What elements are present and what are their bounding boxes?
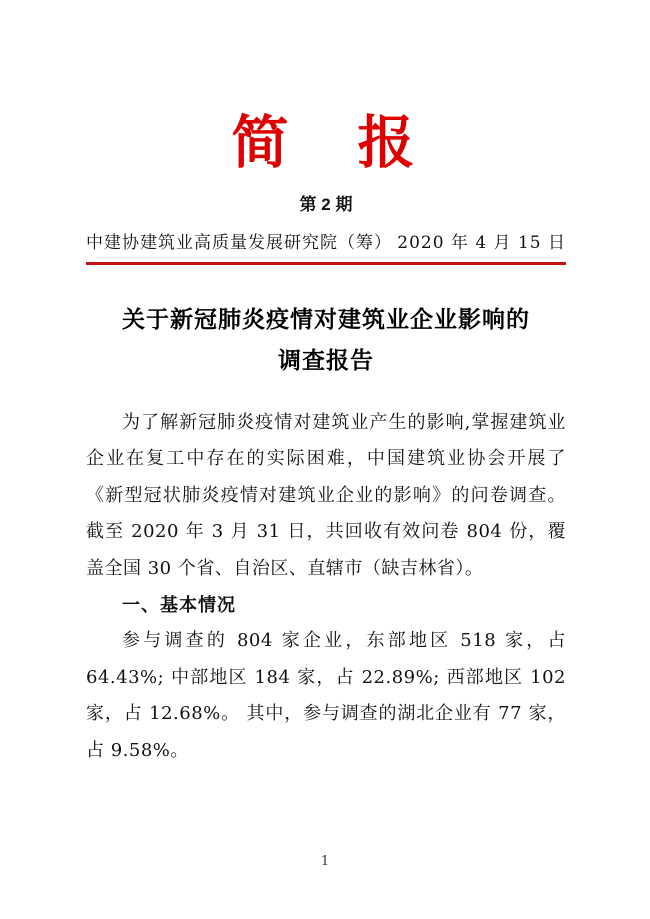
section-heading-basic-situation: 一、基本情况 xyxy=(122,595,236,616)
publication-date: 2020 年 4 月 15 日 xyxy=(397,233,566,253)
article-title-line1: 关于新冠肺炎疫情对建筑业企业影响的 xyxy=(122,306,530,333)
intro-paragraph: 为了解新冠肺炎疫情对建筑业产生的影响,掌握建筑业企业在复工中存在的实际困难，中国建筑业协会开展了《新型冠状肺炎疫情对建筑业企业的影响》的问卷调查。截至 2020 年 3 月 31 日，共回收有效问卷 804 份，覆盖全国 30 个省、自治区、直辖市（缺吉林省）。 xyxy=(86,412,566,579)
issue-number: 第 2 期 xyxy=(299,195,353,214)
article-title xyxy=(86,299,566,381)
article-body xyxy=(86,405,566,769)
red-divider-rule xyxy=(86,262,566,265)
page-number: 1 xyxy=(320,854,330,869)
bulletin-masthead-title: 简 报 xyxy=(231,109,421,176)
publication-info-row xyxy=(86,231,566,255)
basic-situation-paragraph: 参与调查的 804 家企业，东部地区 518 家，占 64.43%; 中部地区 184 家，占 22.89%; 西部地区 102 家，占 12.68%。 其中，参与调查的湖北企业有 77 家，占 9.58%。 xyxy=(86,630,566,761)
article-title-line2: 调查报告 xyxy=(278,347,374,374)
publishing-organization: 中建协建筑业高质量发展研究院（筹） xyxy=(86,233,392,253)
